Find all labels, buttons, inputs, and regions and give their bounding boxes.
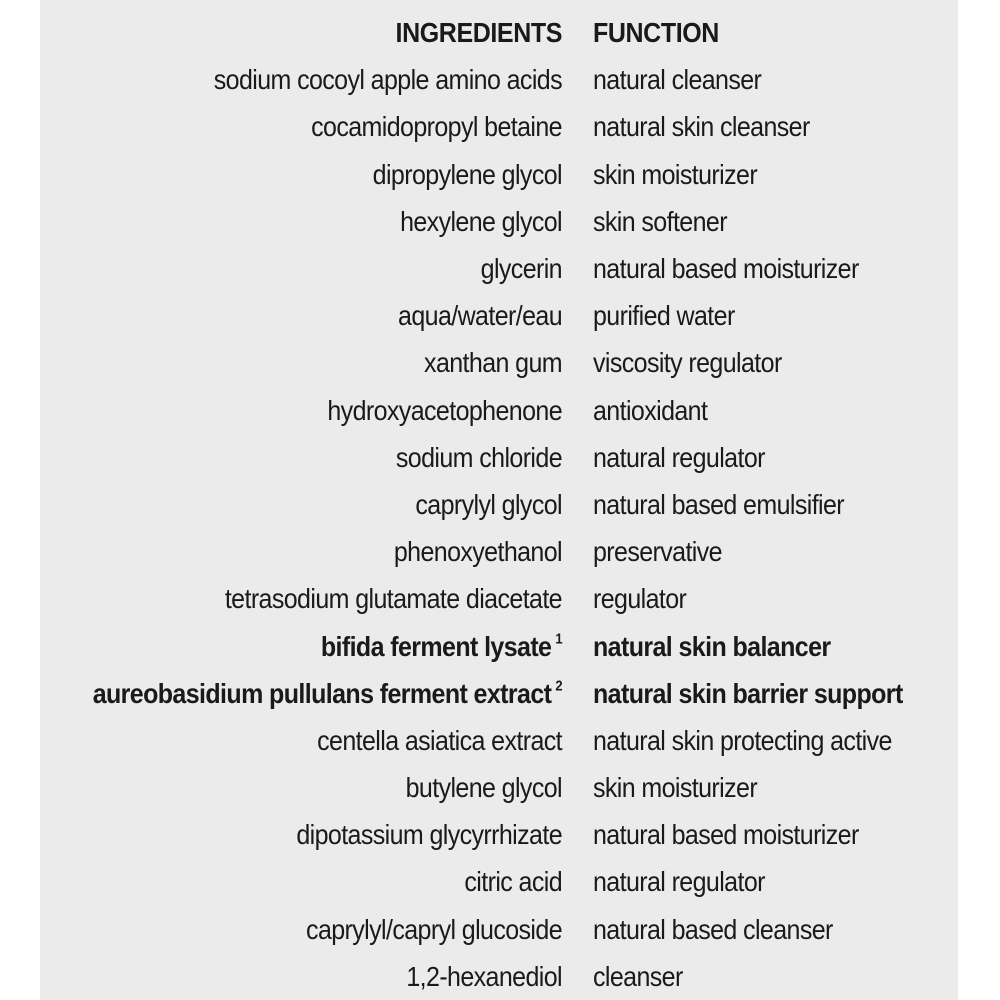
ingredient-function: natural skin cleanser — [593, 111, 810, 144]
table-row — [40, 718, 958, 765]
ingredient-name — [40, 65, 562, 97]
table-row — [40, 152, 958, 199]
ingredient-name — [40, 300, 562, 332]
ingredient-name — [40, 442, 562, 474]
ingredient-text: aqua/water/eau — [398, 300, 562, 332]
ingredient-function: natural based moisturizer — [593, 819, 859, 851]
ingredient-name — [40, 961, 562, 993]
footnote-marker: 2 — [555, 676, 562, 694]
ingredient-name — [40, 348, 562, 380]
ingredient-text: caprylyl/capryl glucoside — [306, 913, 562, 946]
ingredient-text: sodium cocoyl apple amino acids — [213, 64, 562, 96]
ingredient-text: bifida ferment lysate — [320, 630, 552, 663]
ingredient-function: viscosity regulator — [593, 347, 782, 380]
table-row — [40, 340, 958, 387]
ingredient-function: natural regulator — [593, 442, 765, 474]
ingredient-name — [40, 584, 562, 616]
ingredient-function: antioxidant — [593, 394, 708, 427]
ingredient-name — [40, 253, 562, 285]
table-row — [40, 907, 958, 954]
ingredients-column-header: INGREDIENTS — [395, 17, 562, 49]
ingredient-name — [40, 489, 562, 521]
function-column-header: FUNCTION — [593, 17, 719, 49]
table-row — [40, 576, 958, 623]
ingredient-text: phenoxyethanol — [393, 536, 562, 568]
ingredient-text: 1,2-hexanediol — [406, 961, 562, 993]
table-row — [40, 529, 958, 576]
ingredient-function: natural cleanser — [593, 64, 762, 96]
ingredient-text: butylene glycol — [405, 772, 562, 804]
ingredient-text: caprylyl glycol — [415, 489, 562, 521]
table-row — [40, 859, 958, 906]
ingredient-text: hydroxyacetophenone — [327, 394, 562, 427]
ingredient-function: skin moisturizer — [593, 772, 758, 804]
table-row — [40, 765, 958, 812]
ingredient-name — [40, 112, 562, 144]
ingredient-name — [40, 206, 562, 238]
ingredient-text: tetrasodium glutamate diacetate — [224, 583, 562, 615]
table-row — [40, 435, 958, 482]
ingredient-text: dipropylene glycol — [372, 158, 562, 191]
ingredient-name — [40, 678, 562, 710]
ingredient-name — [40, 867, 562, 899]
table-row — [40, 388, 958, 435]
table-row — [40, 812, 958, 859]
ingredient-function: natural skin barrier support — [593, 677, 903, 710]
ingredients-table — [40, 10, 958, 1000]
ingredient-name — [40, 725, 562, 757]
ingredient-function: skin moisturizer — [593, 158, 758, 191]
table-row — [40, 57, 958, 104]
table-row — [40, 671, 958, 718]
ingredients-panel — [40, 0, 958, 1000]
ingredient-function: preservative — [593, 536, 722, 568]
ingredient-text: citric acid — [464, 866, 562, 899]
table-row — [40, 954, 958, 1000]
ingredient-function: natural based moisturizer — [593, 253, 859, 285]
ingredient-text: dipotassium glycyrrhizate — [296, 819, 562, 851]
ingredient-text: aureobasidium pullulans ferment extract — [92, 677, 552, 710]
ingredient-text: hexylene glycol — [400, 206, 562, 238]
ingredient-function: regulator — [593, 583, 687, 615]
ingredient-name — [40, 536, 562, 568]
table-row — [40, 199, 958, 246]
ingredient-function: natural skin protecting active — [593, 725, 892, 757]
ingredient-name — [40, 159, 562, 191]
ingredient-function: natural based emulsifier — [593, 489, 845, 521]
table-row — [40, 623, 958, 670]
ingredient-text: cocamidopropyl betaine — [311, 111, 562, 144]
table-row — [40, 104, 958, 151]
ingredient-name — [40, 631, 562, 663]
ingredient-name — [40, 395, 562, 427]
ingredient-function: natural skin balancer — [593, 630, 831, 663]
ingredient-name — [40, 914, 562, 946]
table-row — [40, 482, 958, 529]
ingredient-name — [40, 820, 562, 852]
footnote-marker: 1 — [555, 629, 562, 647]
ingredient-text: glycerin — [480, 253, 562, 285]
ingredient-function: cleanser — [593, 961, 683, 993]
ingredient-text: xanthan gum — [424, 347, 562, 380]
ingredient-function: purified water — [593, 300, 735, 332]
table-row — [40, 293, 958, 340]
ingredient-function: natural based cleanser — [593, 913, 833, 946]
table-body — [40, 57, 958, 1000]
table-row — [40, 246, 958, 293]
ingredient-name — [40, 772, 562, 804]
ingredient-text: sodium chloride — [395, 442, 562, 474]
table-header — [40, 10, 958, 57]
ingredient-function: skin softener — [593, 206, 727, 238]
ingredient-function: natural regulator — [593, 866, 765, 899]
ingredient-text: centella asiatica extract — [317, 725, 562, 757]
